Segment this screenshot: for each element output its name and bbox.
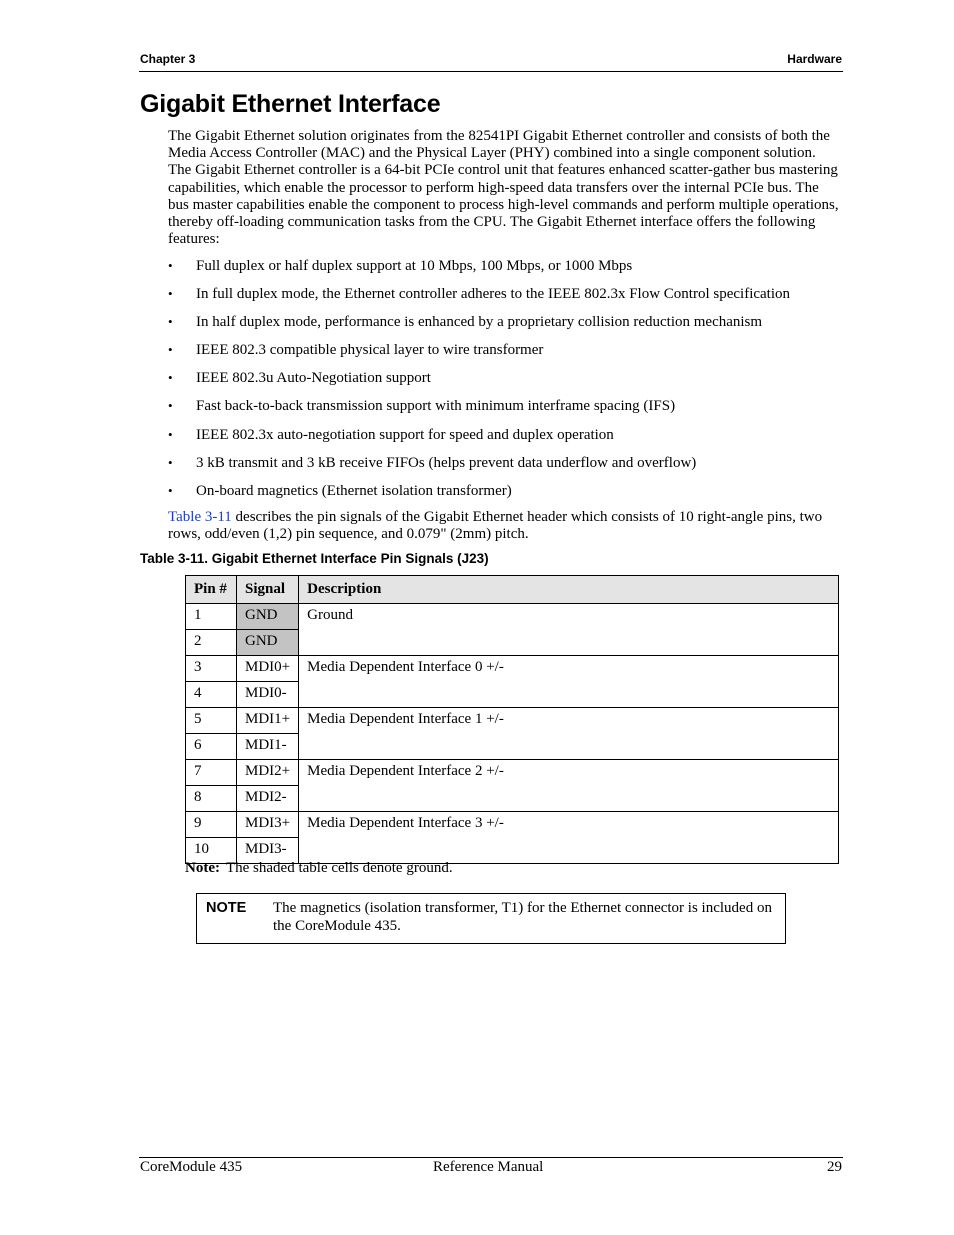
feature-text: In full duplex mode, the Ethernet controller adheres to the IEEE 802.3x Flow Control specification — [196, 286, 791, 303]
bullet-icon: • — [168, 398, 173, 414]
table-header-row — [186, 576, 839, 604]
pin-cell: 6 — [186, 734, 237, 760]
signal-cell: MDI3+ — [237, 812, 299, 838]
table-row — [186, 760, 839, 786]
bullet-icon: • — [168, 426, 173, 442]
pin-signal-table — [185, 575, 839, 864]
table-reference-link[interactable]: Table 3-11 — [168, 509, 232, 525]
bullet-icon: • — [168, 454, 173, 470]
description-cell: Ground — [299, 604, 839, 656]
description-cell: Media Dependent Interface 2 +/- — [299, 760, 839, 812]
footer-document: Reference Manual — [433, 1159, 544, 1175]
list-item — [168, 368, 842, 396]
running-header-section: Hardware — [787, 52, 842, 66]
pin-cell: 7 — [186, 760, 237, 786]
bullet-icon: • — [168, 314, 173, 330]
feature-text: IEEE 802.3 compatible physical layer to wire transformer — [196, 342, 544, 359]
feature-text: In half duplex mode, performance is enhanced by a proprietary collision reduction mechanism — [196, 314, 763, 331]
pin-cell: 2 — [186, 630, 237, 656]
table-note-label: Note: — [185, 860, 220, 876]
list-item — [168, 481, 842, 509]
footer-rule — [139, 1157, 843, 1158]
signal-cell: MDI1- — [237, 734, 299, 760]
note-label: NOTE — [206, 900, 247, 916]
feature-text: Full duplex or half duplex support at 10 Mbps, 100 Mbps, or 1000 Mbps — [196, 258, 633, 274]
pin-cell: 5 — [186, 708, 237, 734]
list-item — [168, 312, 842, 340]
bullet-icon: • — [168, 286, 173, 302]
table-row — [186, 812, 839, 838]
note-text: The magnetics (isolation transformer, T1) for the Ethernet connector is included on the CoreModule 435. — [273, 900, 772, 934]
signal-cell-ground: GND — [237, 604, 299, 630]
table-note-text: The shaded table cells denote ground. — [225, 860, 453, 876]
pin-cell: 10 — [186, 838, 237, 864]
signal-cell: MDI2- — [237, 786, 299, 812]
feature-text: Fast back-to-back transmission support with minimum interframe spacing (IFS) — [196, 398, 676, 415]
table-row — [186, 708, 839, 734]
footer-product: CoreModule 435 — [140, 1159, 243, 1175]
pin-cell: 4 — [186, 682, 237, 708]
table-description — [168, 509, 842, 543]
feature-text: On-board magnetics (Ethernet isolation transformer) — [196, 482, 512, 499]
signal-cell: MDI3- — [237, 838, 299, 864]
signal-cell: MDI1+ — [237, 708, 299, 734]
signal-cell-ground: GND — [237, 630, 299, 656]
signal-cell: MDI0- — [237, 682, 299, 708]
header-rule — [139, 71, 843, 72]
description-cell: Media Dependent Interface 0 +/- — [299, 656, 839, 708]
section-title: Gigabit Ethernet Interface — [140, 90, 441, 118]
feature-text: IEEE 802.3x auto-negotiation support for speed and duplex operation — [196, 426, 614, 443]
note-box — [196, 893, 786, 944]
table-row — [186, 604, 839, 630]
list-item — [168, 396, 842, 424]
list-item — [168, 425, 842, 453]
table-row — [186, 656, 839, 682]
bullet-icon: • — [168, 342, 173, 358]
page-number: 29 — [827, 1159, 842, 1175]
column-header-signal: Signal — [237, 576, 299, 604]
bullet-icon: • — [168, 482, 173, 498]
feature-text: 3 kB transmit and 3 kB receive FIFOs (helps prevent data underflow and overflow) — [196, 454, 697, 471]
bullet-icon: • — [168, 370, 173, 386]
column-header-description: Description — [299, 576, 839, 604]
bullet-icon: • — [168, 258, 173, 273]
pin-cell: 8 — [186, 786, 237, 812]
list-item — [168, 256, 842, 284]
signal-cell: MDI2+ — [237, 760, 299, 786]
feature-text: IEEE 802.3u Auto-Negotiation support — [196, 370, 431, 387]
pin-cell: 9 — [186, 812, 237, 838]
running-header-chapter: Chapter 3 — [140, 52, 196, 66]
description-cell: Media Dependent Interface 3 +/- — [299, 812, 839, 864]
list-item — [168, 340, 842, 368]
description-cell: Media Dependent Interface 1 +/- — [299, 708, 839, 760]
signal-cell: MDI0+ — [237, 656, 299, 682]
pin-cell: 3 — [186, 656, 237, 682]
intro-paragraph: The Gigabit Ethernet solution originates from the 82541PI Gigabit Ethernet controller and consists of both the Media Access Controller (MAC) and the Physical Layer (PHY) combined into a single component solution. The Gigabit Ethernet controller is a 64-bit PCIe control unit that features enhanced scatter-gather bus mastering capabilities, which enable the processor to perform high-speed data transfers over the internal PCIe bus. The bus master capabilities enable the component to process high-level commands and perform multiple operations, thereby off-loading communication tasks from the CPU. The Gigabit Ethernet interface offers the following features: — [168, 128, 839, 248]
feature-list — [168, 256, 842, 509]
pin-cell: 1 — [186, 604, 237, 630]
table-note — [185, 860, 453, 877]
table-caption: Table 3-11. Gigabit Ethernet Interface Pin Signals (J23) — [140, 551, 489, 566]
list-item — [168, 453, 842, 481]
list-item — [168, 284, 842, 312]
column-header-pin: Pin # — [186, 576, 237, 604]
table-description-text: describes the pin signals of the Gigabit Ethernet header which consists of 10 right-angle pins, two rows, odd/even (1,2) pin sequence, and 0.079" (2mm) pitch. — [168, 509, 823, 543]
